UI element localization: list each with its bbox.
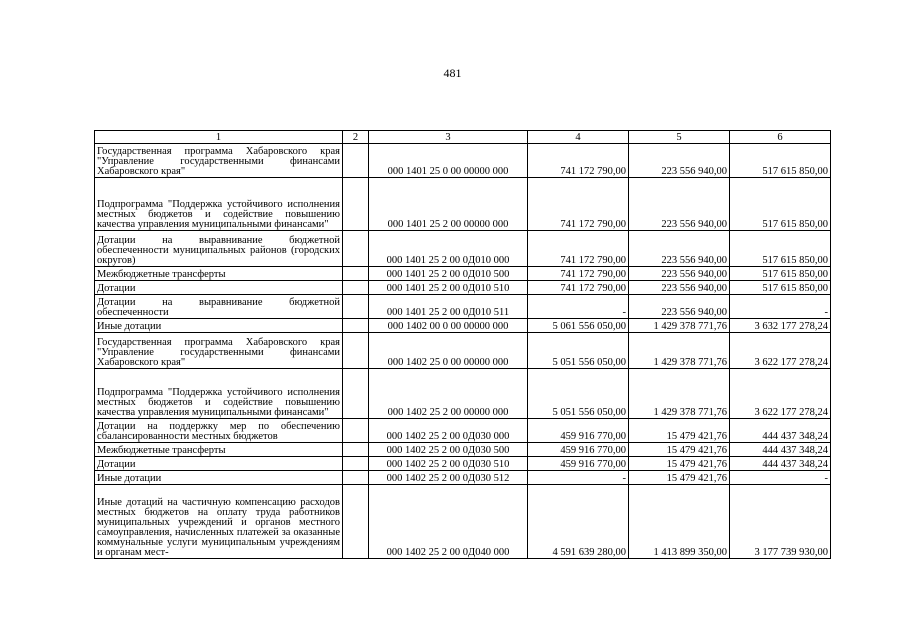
- row-col2: [343, 178, 369, 231]
- row-col2: [343, 369, 369, 419]
- row-value-6: 444 437 348,24: [730, 443, 831, 457]
- row-col2: [343, 281, 369, 295]
- row-name: Межбюджетные трансферты: [95, 443, 343, 457]
- row-value-6: 517 615 850,00: [730, 267, 831, 281]
- row-col2: [343, 471, 369, 485]
- row-value-4: 459 916 770,00: [528, 457, 629, 471]
- row-code: 000 1402 25 2 00 0Д040 000: [369, 485, 528, 559]
- row-name: Дотации на выравнивание бюджетной обеспеченности муниципальных районов (городских округов): [95, 231, 343, 267]
- row-col2: [343, 457, 369, 471]
- row-value-5: 1 429 378 771,76: [629, 333, 730, 369]
- row-value-5: 1 429 378 771,76: [629, 369, 730, 419]
- table-row: [95, 144, 831, 178]
- row-code: 000 1401 25 2 00 0Д010 511: [369, 295, 528, 319]
- column-header-5: 5: [629, 131, 730, 144]
- row-value-5: 15 479 421,76: [629, 443, 730, 457]
- row-value-4: 5 061 556 050,00: [528, 319, 629, 333]
- row-value-6: 517 615 850,00: [730, 231, 831, 267]
- row-value-4: 5 051 556 050,00: [528, 369, 629, 419]
- table-row: [95, 457, 831, 471]
- row-value-5: 1 413 899 350,00: [629, 485, 730, 559]
- row-value-6: 444 437 348,24: [730, 457, 831, 471]
- row-value-5: 1 429 378 771,76: [629, 319, 730, 333]
- row-value-4: 459 916 770,00: [528, 419, 629, 443]
- row-value-5: 223 556 940,00: [629, 231, 730, 267]
- row-code: 000 1402 25 2 00 0Д030 000: [369, 419, 528, 443]
- row-value-4: 741 172 790,00: [528, 281, 629, 295]
- row-col2: [343, 267, 369, 281]
- row-name: Государственная программа Хабаровского края "Управление государственными финансами Хабаровского края": [95, 333, 343, 369]
- row-value-5: 223 556 940,00: [629, 144, 730, 178]
- row-code: 000 1402 25 2 00 0Д030 510: [369, 457, 528, 471]
- row-value-6: 3 622 177 278,24: [730, 333, 831, 369]
- row-value-6: -: [730, 471, 831, 485]
- row-col2: [343, 485, 369, 559]
- row-name: Дотации на поддержку мер по обеспечению сбалансированности местных бюджетов: [95, 419, 343, 443]
- row-col2: [343, 419, 369, 443]
- table-row: [95, 319, 831, 333]
- row-value-4: 5 051 556 050,00: [528, 333, 629, 369]
- row-value-5: 15 479 421,76: [629, 457, 730, 471]
- row-value-5: 223 556 940,00: [629, 267, 730, 281]
- row-name: Подпрограмма "Поддержка устойчивого исполнения местных бюджетов и содействие повышению качества управления муниципальными финансами": [95, 178, 343, 231]
- row-value-4: 741 172 790,00: [528, 231, 629, 267]
- row-code: 000 1402 25 2 00 0Д030 512: [369, 471, 528, 485]
- row-col2: [343, 295, 369, 319]
- row-col2: [343, 319, 369, 333]
- row-col2: [343, 144, 369, 178]
- row-name: Подпрограмма "Поддержка устойчивого исполнения местных бюджетов и содействие повышению качества управления муниципальными финансами": [95, 369, 343, 419]
- row-code: 000 1402 25 2 00 0Д030 500: [369, 443, 528, 457]
- table-row: [95, 281, 831, 295]
- row-value-4: 741 172 790,00: [528, 178, 629, 231]
- row-name: Государственная программа Хабаровского края "Управление государственными финансами Хабаровского края": [95, 144, 343, 178]
- row-value-5: 15 479 421,76: [629, 419, 730, 443]
- table-row: [95, 369, 831, 419]
- row-value-6: 3 632 177 278,24: [730, 319, 831, 333]
- row-value-6: 444 437 348,24: [730, 419, 831, 443]
- row-value-4: 741 172 790,00: [528, 144, 629, 178]
- column-header-1: 1: [95, 131, 343, 144]
- row-col2: [343, 333, 369, 369]
- row-value-4: -: [528, 471, 629, 485]
- table-row: [95, 443, 831, 457]
- row-value-5: 223 556 940,00: [629, 281, 730, 295]
- row-name: Межбюджетные трансферты: [95, 267, 343, 281]
- column-header-4: 4: [528, 131, 629, 144]
- table-row: [95, 231, 831, 267]
- row-value-4: -: [528, 295, 629, 319]
- row-code: 000 1402 00 0 00 00000 000: [369, 319, 528, 333]
- row-col2: [343, 231, 369, 267]
- table-row: [95, 419, 831, 443]
- row-value-4: 459 916 770,00: [528, 443, 629, 457]
- row-code: 000 1401 25 2 00 00000 000: [369, 178, 528, 231]
- column-header-3: 3: [369, 131, 528, 144]
- row-col2: [343, 443, 369, 457]
- row-name: Иные дотаций на частичную компенсацию расходов местных бюджетов на оплату труда работников муниципальных учреждений и органов местного самоуправления, начисленных платежей за оказанные коммунальные услуги муниципальным учреждениям и органам мест-: [95, 485, 343, 559]
- row-value-6: 3 622 177 278,24: [730, 369, 831, 419]
- row-name: Иные дотации: [95, 319, 343, 333]
- row-code: 000 1402 25 2 00 00000 000: [369, 369, 528, 419]
- column-header-2: 2: [343, 131, 369, 144]
- table-row: [95, 471, 831, 485]
- table-row: [95, 485, 831, 559]
- row-code: 000 1401 25 2 00 0Д010 500: [369, 267, 528, 281]
- row-value-6: 517 615 850,00: [730, 144, 831, 178]
- row-value-5: 223 556 940,00: [629, 178, 730, 231]
- budget-table: [94, 130, 831, 559]
- table-row: [95, 267, 831, 281]
- column-header-6: 6: [730, 131, 831, 144]
- row-name: Дотации на выравнивание бюджетной обеспеченности: [95, 295, 343, 319]
- row-value-6: 517 615 850,00: [730, 281, 831, 295]
- row-code: 000 1402 25 0 00 00000 000: [369, 333, 528, 369]
- row-value-6: 3 177 739 930,00: [730, 485, 831, 559]
- row-value-5: 223 556 940,00: [629, 295, 730, 319]
- row-code: 000 1401 25 2 00 0Д010 000: [369, 231, 528, 267]
- row-value-6: 517 615 850,00: [730, 178, 831, 231]
- row-code: 000 1401 25 2 00 0Д010 510: [369, 281, 528, 295]
- table-row: [95, 178, 831, 231]
- row-name: Дотации: [95, 281, 343, 295]
- table-row: [95, 295, 831, 319]
- row-value-6: -: [730, 295, 831, 319]
- row-name: Иные дотации: [95, 471, 343, 485]
- table-header-row: [95, 131, 831, 144]
- page-number: 481: [443, 66, 462, 80]
- row-value-4: 741 172 790,00: [528, 267, 629, 281]
- row-value-4: 4 591 639 280,00: [528, 485, 629, 559]
- row-name: Дотации: [95, 457, 343, 471]
- table-row: [95, 333, 831, 369]
- row-value-5: 15 479 421,76: [629, 471, 730, 485]
- row-code: 000 1401 25 0 00 00000 000: [369, 144, 528, 178]
